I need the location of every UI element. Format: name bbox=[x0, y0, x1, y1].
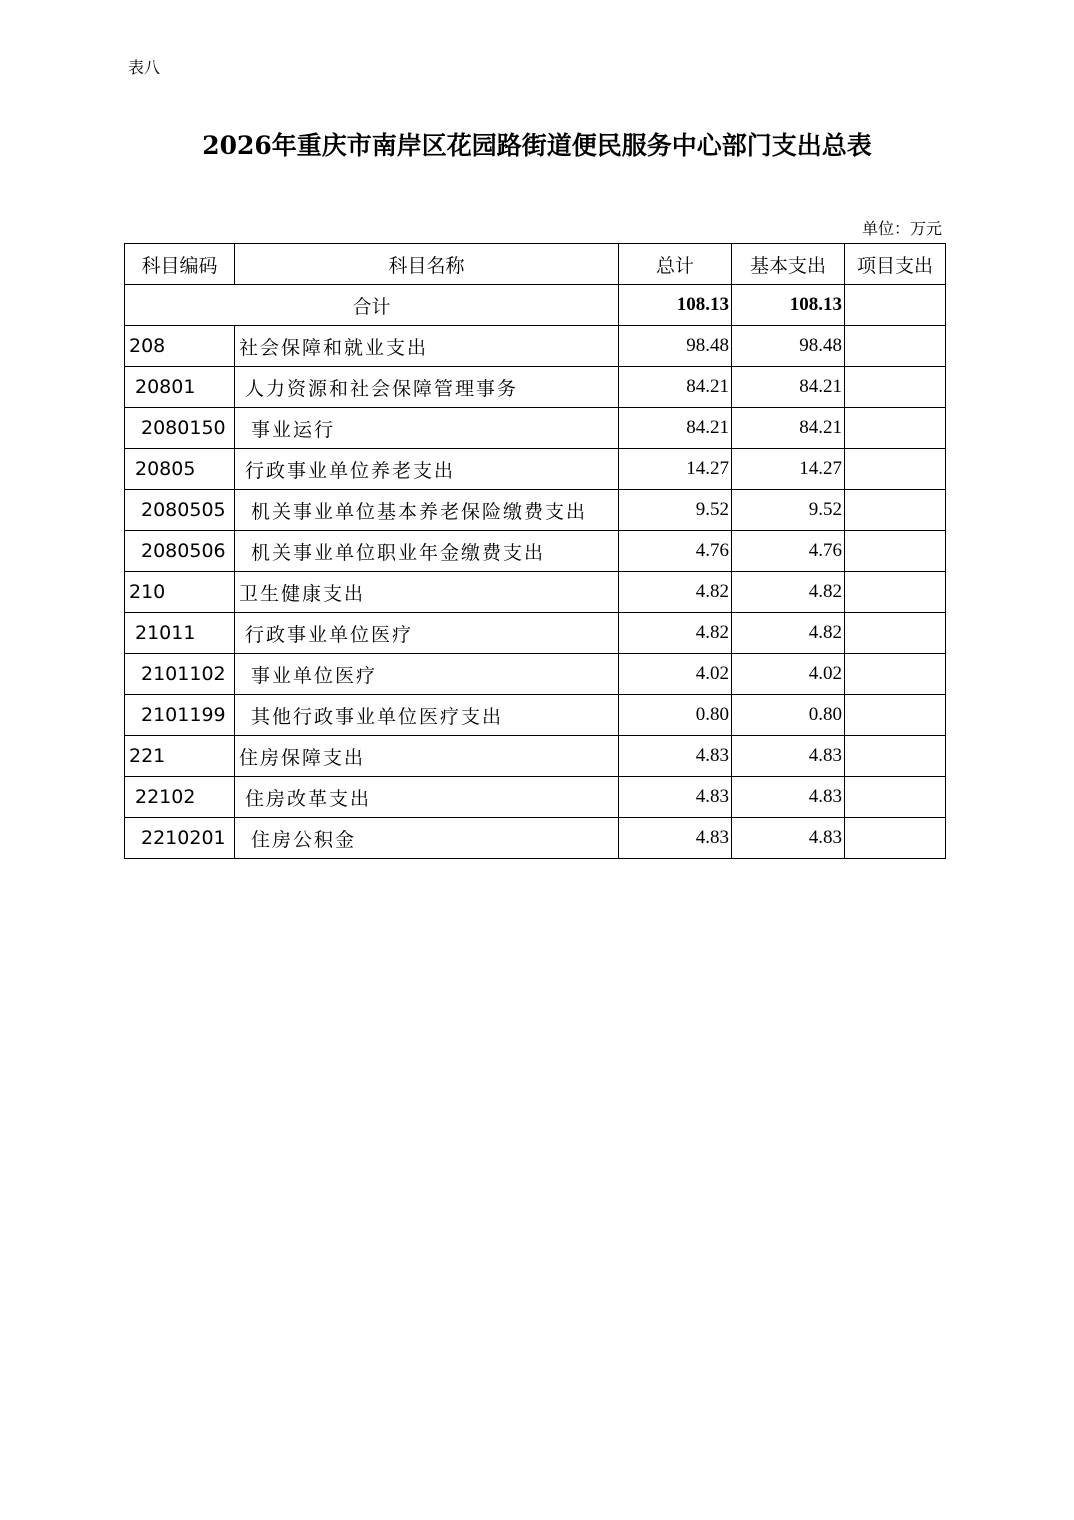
total-basic: 108.13 bbox=[732, 285, 845, 326]
column-header-basic: 基本支出 bbox=[732, 244, 845, 285]
row-total: 4.83 bbox=[619, 736, 732, 777]
table-row bbox=[125, 531, 946, 572]
table-row bbox=[125, 654, 946, 695]
row-name: 机关事业单位职业年金缴费支出 bbox=[235, 531, 619, 572]
total-row bbox=[125, 285, 946, 326]
row-code: 208 bbox=[125, 326, 235, 367]
row-code: 20805 bbox=[125, 449, 235, 490]
table-row bbox=[125, 736, 946, 777]
row-name: 其他行政事业单位医疗支出 bbox=[235, 695, 619, 736]
table-row bbox=[125, 695, 946, 736]
row-total: 4.82 bbox=[619, 613, 732, 654]
table-header-row bbox=[125, 244, 946, 285]
row-project bbox=[845, 818, 946, 859]
row-name: 住房公积金 bbox=[235, 818, 619, 859]
row-total: 4.02 bbox=[619, 654, 732, 695]
row-basic: 98.48 bbox=[732, 326, 845, 367]
row-name: 人力资源和社会保障管理事务 bbox=[235, 367, 619, 408]
row-project bbox=[845, 408, 946, 449]
row-project bbox=[845, 736, 946, 777]
row-name: 住房保障支出 bbox=[235, 736, 619, 777]
row-total: 84.21 bbox=[619, 367, 732, 408]
table-row bbox=[125, 408, 946, 449]
row-basic: 4.83 bbox=[732, 818, 845, 859]
row-project bbox=[845, 572, 946, 613]
column-header-total: 总计 bbox=[619, 244, 732, 285]
row-total: 4.83 bbox=[619, 777, 732, 818]
row-code: 2080150 bbox=[125, 408, 235, 449]
row-project bbox=[845, 490, 946, 531]
row-code: 22102 bbox=[125, 777, 235, 818]
row-name: 住房改革支出 bbox=[235, 777, 619, 818]
row-project bbox=[845, 367, 946, 408]
row-code: 20801 bbox=[125, 367, 235, 408]
row-code: 2080505 bbox=[125, 490, 235, 531]
row-name: 行政事业单位医疗 bbox=[235, 613, 619, 654]
row-basic: 4.76 bbox=[732, 531, 845, 572]
row-basic: 14.27 bbox=[732, 449, 845, 490]
row-code: 2210201 bbox=[125, 818, 235, 859]
table-row bbox=[125, 490, 946, 531]
row-basic: 4.82 bbox=[732, 613, 845, 654]
row-total: 0.80 bbox=[619, 695, 732, 736]
row-project bbox=[845, 449, 946, 490]
row-name: 机关事业单位基本养老保险缴费支出 bbox=[235, 490, 619, 531]
table-row bbox=[125, 572, 946, 613]
table-row bbox=[125, 367, 946, 408]
row-code: 21011 bbox=[125, 613, 235, 654]
row-name: 卫生健康支出 bbox=[235, 572, 619, 613]
row-project bbox=[845, 695, 946, 736]
total-label: 合计 bbox=[125, 285, 619, 326]
total-project bbox=[845, 285, 946, 326]
row-code: 221 bbox=[125, 736, 235, 777]
table-row bbox=[125, 818, 946, 859]
row-project bbox=[845, 613, 946, 654]
row-code: 2101199 bbox=[125, 695, 235, 736]
row-basic: 4.82 bbox=[732, 572, 845, 613]
total-total: 108.13 bbox=[619, 285, 732, 326]
row-total: 9.52 bbox=[619, 490, 732, 531]
row-code: 2101102 bbox=[125, 654, 235, 695]
row-total: 98.48 bbox=[619, 326, 732, 367]
table-row bbox=[125, 326, 946, 367]
column-header-project: 项目支出 bbox=[845, 244, 946, 285]
table-row bbox=[125, 613, 946, 654]
column-header-name: 科目名称 bbox=[235, 244, 619, 285]
row-project bbox=[845, 777, 946, 818]
unit-label: 单位：万元 bbox=[861, 219, 942, 238]
row-code: 210 bbox=[125, 572, 235, 613]
row-project bbox=[845, 654, 946, 695]
page-title: 2026年重庆市南岸区花园路街道便民服务中心部门支出总表 bbox=[202, 131, 872, 160]
table-row bbox=[125, 777, 946, 818]
row-basic: 84.21 bbox=[732, 408, 845, 449]
row-total: 14.27 bbox=[619, 449, 732, 490]
table-row bbox=[125, 449, 946, 490]
row-basic: 4.83 bbox=[732, 777, 845, 818]
column-header-code: 科目编码 bbox=[125, 244, 235, 285]
row-total: 4.82 bbox=[619, 572, 732, 613]
expenditure-table bbox=[124, 243, 946, 859]
row-name: 事业单位医疗 bbox=[235, 654, 619, 695]
row-basic: 84.21 bbox=[732, 367, 845, 408]
row-basic: 0.80 bbox=[732, 695, 845, 736]
row-code: 2080506 bbox=[125, 531, 235, 572]
row-total: 4.83 bbox=[619, 818, 732, 859]
row-basic: 4.83 bbox=[732, 736, 845, 777]
row-total: 84.21 bbox=[619, 408, 732, 449]
table-number-label: 表八 bbox=[128, 58, 161, 77]
row-basic: 4.02 bbox=[732, 654, 845, 695]
row-total: 4.76 bbox=[619, 531, 732, 572]
row-project bbox=[845, 531, 946, 572]
row-basic: 9.52 bbox=[732, 490, 845, 531]
row-project bbox=[845, 326, 946, 367]
row-name: 社会保障和就业支出 bbox=[235, 326, 619, 367]
row-name: 事业运行 bbox=[235, 408, 619, 449]
row-name: 行政事业单位养老支出 bbox=[235, 449, 619, 490]
